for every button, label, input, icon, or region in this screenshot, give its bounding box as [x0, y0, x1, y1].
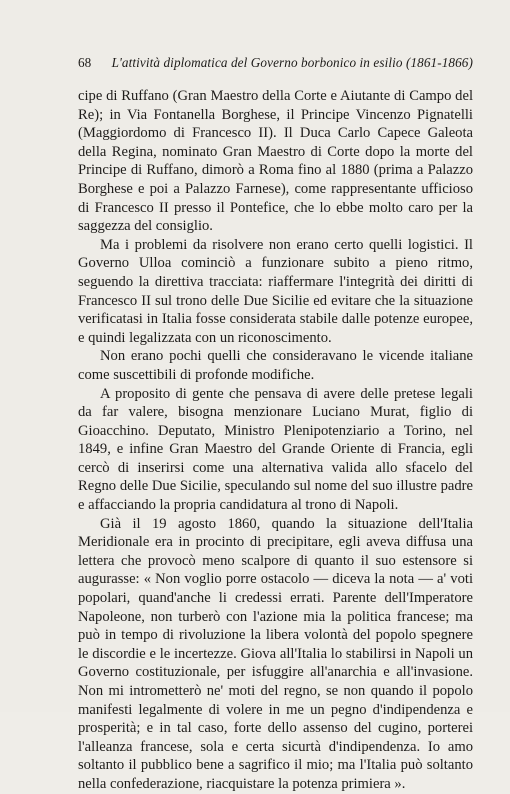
paragraph: Non erano pochi quelli che consideravano le vicende italiane come suscettibili di profonde modifiche. — [78, 348, 473, 383]
running-head — [78, 54, 473, 72]
paragraph: Già il 19 agosto 1860, quando la situazione dell'Italia Meridionale era in procinto di precipitare, egli aveva diffusa una lettera che provocò meno scalpore di quanto il suo estensore si augurasse: « Non voglio porre ostacolo — diceva la nota — a' voti popolari, quand'anche li credessi errati. Parente dell'Imperatore Napoleone, non turberò con l'azione mia la politica francese; ma può in tempo di rivoluzione la libera volontà del popolo spegnere le discordie e le incertezze. Giova all'Italia lo stabilirsi in Napoli un Governo costituzionale, per isfuggire all'anarchia e all'invasione. Non mi intrometterò ne' moti del regno, se non quando il popolo manifesti legalmente di volere in me un pegno d'indipendenza e prosperità; e in tal caso, forte dello assenso del cugino, porterei l'alleanza francese, sola e certa sicurtà d'indipendenza. Io amo soltanto il pubblico bene a sagrifico il mio; ma l'Italia può soltanto nella confederazione, riacquistare la potenza primiera ». — [78, 515, 473, 792]
paragraph-continuation: cipe di Ruffano (Gran Maestro della Corte e Aiutante di Campo del Re); in Via Fontanella Borghese, il Principe Vincenzo Pignatelli (Maggiordomo di Francesco II). Il Duca Carlo Capece Galeota della Regina, nominato Gran Maestro di Corte dopo la morte del Principe di Ruffano, dimorò a Roma fino al 1880 (prima a Palazzo Borghese e poi a Palazzo Farnese), come rappresentante ufficioso di Francesco II presso il Pontefice, che lo ebbe molto caro per la saggezza del consiglio. — [78, 88, 473, 235]
paragraph: A proposito di gente che pensava di avere delle pretese legali da far valere, bisogna menzionare Luciano Murat, figlio di Gioacchino. Deputato, Ministro Plenipotenziario a Torino, nel 1849, e infine Gran Maestro del Grande Oriente di Francia, egli cercò di inserirsi come una alternativa valida allo sfacelo del Regno delle Due Sicilie, speculando sul nome del suo illustre padre e affacciando la propria candidatura al trono di Napoli. — [78, 385, 473, 514]
paragraph: Ma i problemi da risolvere non erano certo quelli logistici. Il Governo Ulloa cominciò a funzionare subito a pieno ritmo, seguendo la direttiva tracciata: riaffermare l'integrità dei diritti di Francesco II sul trono delle Due Sicilie ed evitare che la situazione verificatasi in Italia fosse considerata stabile dalle potenze europee, e quindi legalizzata con un riconoscimento. — [78, 236, 473, 346]
page-number: 68 — [78, 55, 92, 70]
running-title: L'attività diplomatica del Governo borbonico in esilio (1861-1866) — [111, 55, 473, 70]
body-text — [78, 87, 473, 794]
